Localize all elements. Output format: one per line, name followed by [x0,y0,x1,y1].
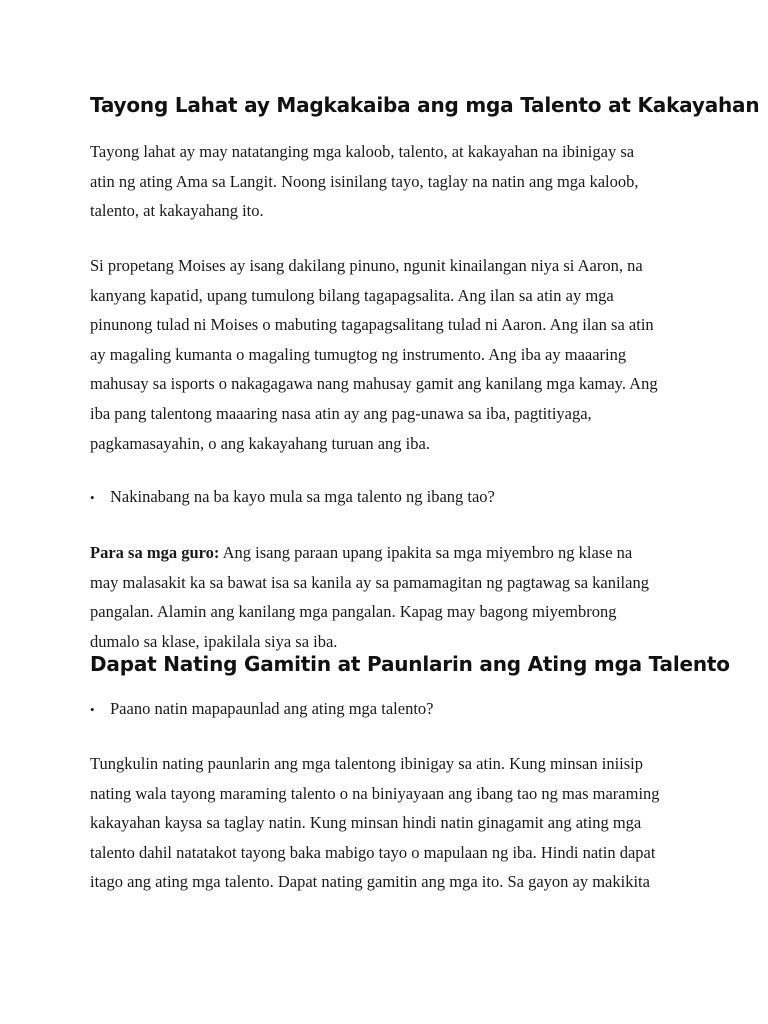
bullet-icon: • [90,702,95,717]
paragraph-line: mahusay sa isports o nakagagawa nang mahusay gamit ang kanilang mga kamay. Ang [90,374,658,394]
teacher-note [90,538,690,656]
paragraph-line: talento dahil natatakot tayong baka mabigo tayo o mapulaan ng iba. Hindi natin dapat [90,842,656,862]
bullet-item [90,482,495,513]
paragraph-line: kakayahan kaysa sa taglay natin. Kung minsan hindi natin ginagamit ang ating mga [90,813,642,833]
paragraph-line: Si propetang Moises ay isang dakilang pinuno, ngunit kinailangan niya si Aaron, na [90,256,643,275]
paragraph-line: pangalan. Alamin ang kanilang mga pangalan. Kapag may bagong miyembrong [90,602,617,622]
bullet-icon: • [90,490,95,505]
section-heading: Dapat Nating Gamitin at Paunlarin ang Ating mga Talento [90,652,730,676]
paragraph-line: pagkamasayahin, o ang kakayahang turuan ang iba. [90,433,430,453]
paragraph-line: dumalo sa klase, ipakilala siya sa iba. [90,631,338,651]
paragraph-line: may malasakit ka sa bawat isa sa kanila ay sa pamamagitan ng pagtawag sa kanilang [90,572,649,592]
paragraph-line: atin ng ating Ama sa Langit. Noong isinilang tayo, taglay na natin ang mga kaloob, [90,171,639,191]
paragraph-line: pinunong tulad ni Moises o mabuting tagapagsalitang tulad ni Aaron. Ang ilan sa atin [90,315,654,335]
bullet-item [90,694,433,725]
teacher-label: Para sa mga guro: [90,543,220,562]
paragraph [90,251,690,458]
teacher-note-text: Ang isang paraan upang ipakita sa mga miyembro ng klase na [219,543,633,562]
section-heading: Tayong Lahat ay Magkakaiba ang mga Talento at Kakayahan [90,93,760,117]
paragraph-line: talento, at kakayahang ito. [90,201,264,221]
paragraph-line: ay magaling kumanta o magaling tumugtog ng instrumento. Ang iba ay maaaring [90,344,627,364]
paragraph-line: nating wala tayong maraming talento o na biniyayaan ang ibang tao ng mas maraming [90,783,660,803]
bullet-text: Nakinabang na ba kayo mula sa mga talento ng ibang tao? [110,487,495,506]
paragraph [90,749,690,897]
paragraph-line [90,538,690,568]
paragraph-line: Tungkulin nating paunlarin ang mga talentong ibinigay sa atin. Kung minsan iniisip [90,754,643,773]
bullet-text: Paano natin mapapaunlad ang ating mga talento? [110,699,434,718]
paragraph-line: itago ang ating mga talento. Dapat nating gamitin ang mga ito. Sa gayon ay makikita [90,872,650,892]
paragraph-line: iba pang talentong maaaring nasa atin ay ang pag-unawa sa iba, pagtitiyaga, [90,403,592,423]
paragraph-line: kanyang kapatid, upang tumulong bilang tagapagsalita. Ang ilan sa atin ay mga [90,285,614,305]
paragraph [90,137,690,226]
paragraph-line: Tayong lahat ay may natatanging mga kaloob, talento, at kakayahan na ibinigay sa [90,142,635,161]
